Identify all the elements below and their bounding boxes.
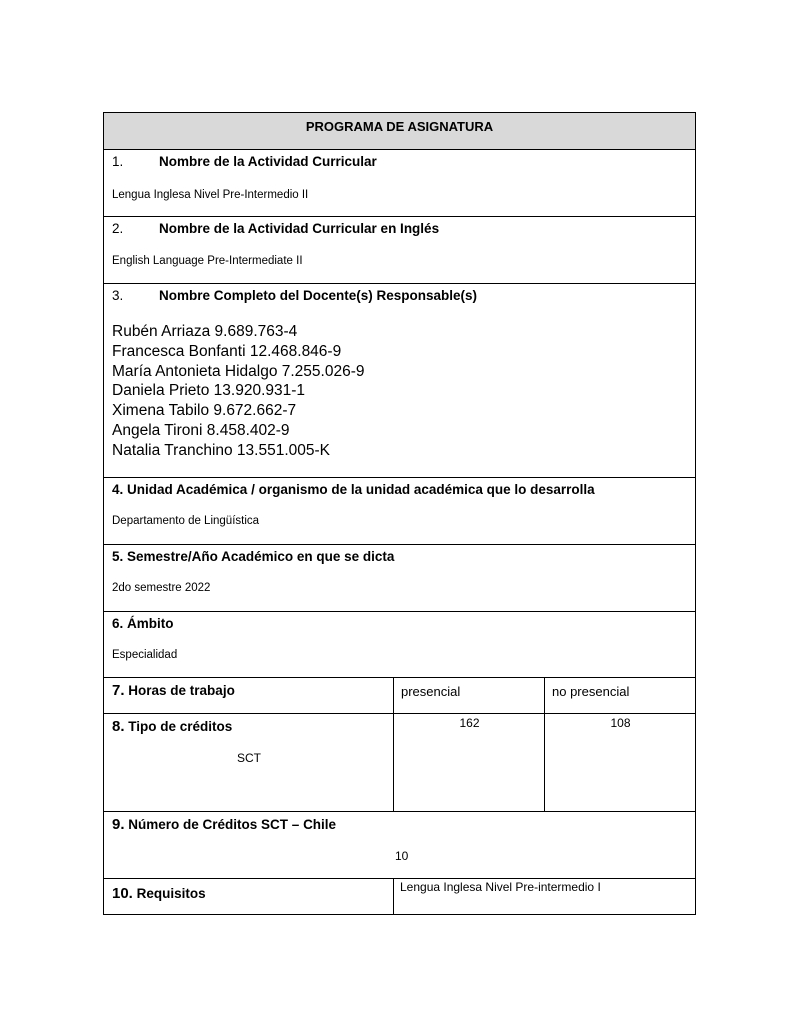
no-presencial-label: no presencial	[552, 684, 630, 699]
presencial-header-cell	[393, 678, 545, 713]
no-presencial-header-cell	[544, 678, 696, 713]
requirements-value: Lengua Inglesa Nivel Pre-intermedio I	[400, 880, 601, 894]
section-3-teachers	[104, 283, 695, 477]
section-number: 6.	[112, 616, 124, 631]
teacher-item: María Antonieta Hidalgo 7.255.026-9	[112, 362, 365, 380]
no-presencial-hours-cell	[544, 714, 696, 811]
section-10-requirements	[104, 878, 695, 914]
section-5-semester	[104, 544, 695, 611]
section-4-academic-unit	[104, 477, 695, 544]
section-number: 5.	[112, 549, 124, 564]
teacher-item: Daniela Prieto 13.920.931-1	[112, 382, 306, 400]
section-6-scope	[104, 611, 695, 677]
section-title: Horas de trabajo	[128, 683, 235, 698]
section-number: 4.	[112, 482, 124, 497]
section-value: Departamento de Lingüística	[112, 515, 260, 527]
requirements-cell	[393, 879, 695, 914]
section-title: Nombre de la Actividad Curricular en Inglés	[159, 221, 440, 236]
section-title: Requisitos	[136, 886, 206, 901]
teacher-item: Angela Tironi 8.458.402-9	[112, 421, 290, 439]
section-title: Tipo de créditos	[128, 719, 233, 734]
section-title: Nombre de la Actividad Curricular	[159, 154, 377, 169]
section-1-curricular-activity-name	[104, 149, 695, 216]
section-title: Ámbito	[127, 616, 174, 631]
presencial-hours-value: 162	[459, 716, 480, 730]
teacher-item: Rubén Arriaza 9.689.763-4	[112, 323, 298, 340]
section-title: Unidad Académica / organismo de la unidad académica que lo desarrolla	[127, 482, 595, 497]
presencial-hours-cell	[393, 714, 545, 811]
section-number: 10.	[112, 885, 133, 902]
teacher-item: Francesca Bonfanti 12.468.846-9	[112, 342, 342, 360]
section-value: 2do semestre 2022	[112, 582, 211, 594]
section-number: 8.	[112, 718, 125, 735]
teacher-item: Natalia Tranchino 13.551.005-K	[112, 441, 331, 459]
table-header	[104, 113, 695, 149]
sct-credits-value: 10	[395, 849, 409, 863]
no-presencial-hours-value: 108	[610, 716, 631, 730]
section-8-credit-type	[104, 713, 695, 811]
teacher-item: Ximena Tabilo 9.672.662-7	[112, 402, 297, 420]
section-number: 1.	[112, 154, 124, 169]
section-value: Especialidad	[112, 649, 178, 661]
section-9-sct-credits	[104, 811, 695, 878]
section-value: Lengua Inglesa Nivel Pre-Intermedio II	[112, 189, 309, 201]
section-value: English Language Pre-Intermediate II	[112, 255, 303, 267]
section-number: 3.	[112, 288, 124, 303]
document-title: PROGRAMA DE ASIGNATURA	[305, 119, 494, 134]
presencial-label: presencial	[401, 684, 461, 699]
credit-type-value: SCT	[237, 751, 261, 765]
section-title: Semestre/Año Académico en que se dicta	[127, 549, 395, 564]
section-title: Número de Créditos SCT – Chile	[128, 817, 337, 832]
program-table	[103, 112, 696, 915]
section-title: Nombre Completo del Docente(s) Responsable(s)	[159, 288, 478, 303]
section-number: 9.	[112, 816, 125, 833]
teacher-list	[112, 322, 364, 461]
section-2-curricular-activity-english-name	[104, 216, 695, 283]
section-number: 7.	[112, 682, 125, 699]
section-number: 2.	[112, 221, 124, 236]
section-7-work-hours	[104, 677, 695, 713]
